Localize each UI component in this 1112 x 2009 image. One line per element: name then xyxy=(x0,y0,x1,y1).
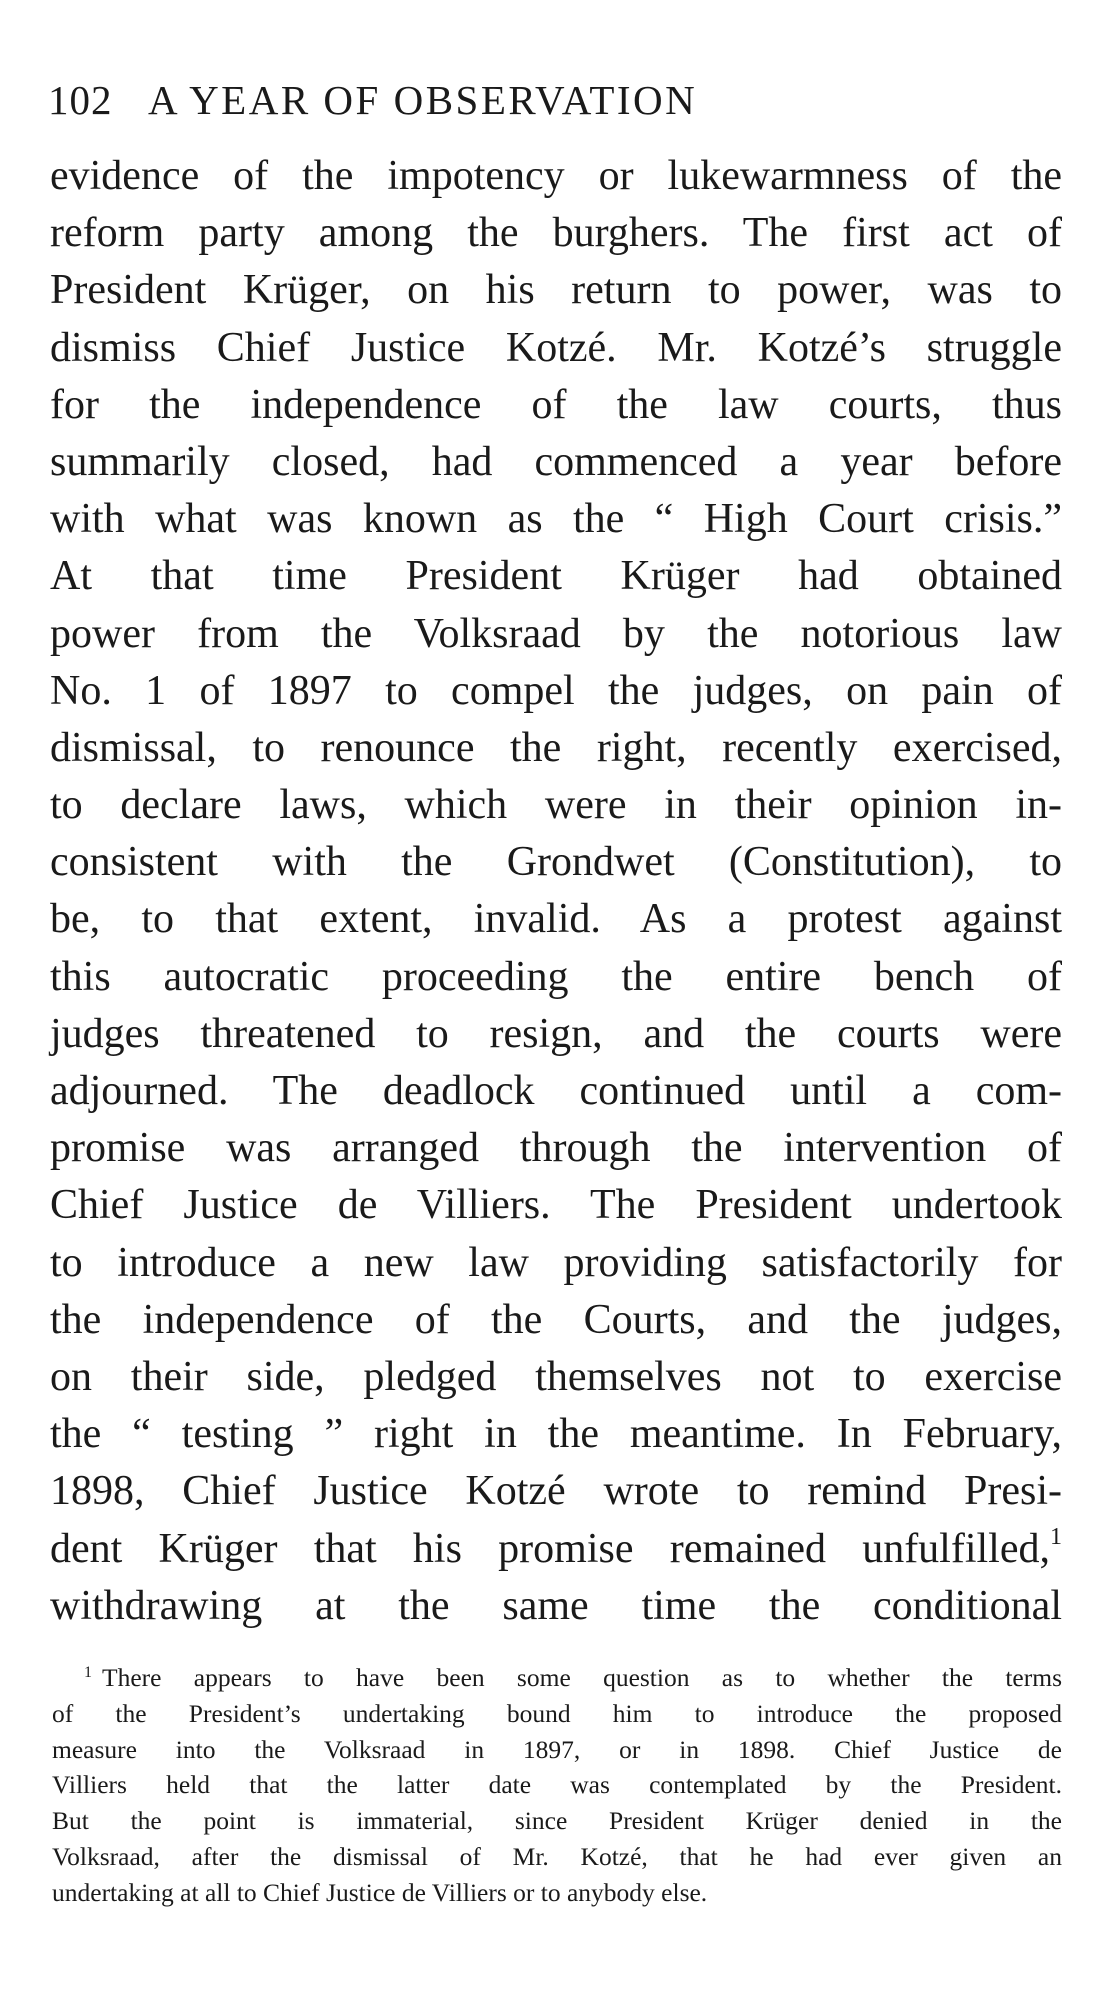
running-head xyxy=(48,76,968,132)
body-line: evidence of the impotency or lukewarmness of the xyxy=(50,153,1062,199)
body-line: be, to that extent, invalid. As a protest against xyxy=(50,896,1062,943)
body-line: dismissal, to renounce the right, recently exercised, xyxy=(50,724,1062,771)
body-line: with what was known as the “ High Court crisis.” xyxy=(50,496,1062,543)
body-text xyxy=(50,148,1062,1635)
footnote-line: of the President’s undertaking bound him to introduce the proposed xyxy=(52,1698,1062,1728)
body-line-text: dent Krüger that his promise remained unfulfilled, xyxy=(50,1525,1050,1572)
footnote-line-text: There appears to have been some question as to whether the terms xyxy=(102,1663,1062,1692)
footnote-line-first xyxy=(52,1660,1062,1696)
body-line: to declare laws, which were in their opinion in- xyxy=(50,782,1062,829)
body-line: judges threatened to resign, and the courts were xyxy=(50,1010,1062,1057)
footnote-marker: 1 xyxy=(84,1664,92,1681)
body-line: At that time President Krüger had obtained xyxy=(50,553,1062,600)
body-line: withdrawing at the same time the conditional xyxy=(50,1582,1062,1629)
body-line: promise was arranged through the intervention of xyxy=(50,1125,1062,1172)
body-line: the “ testing ” right in the meantime. In February, xyxy=(50,1411,1062,1458)
footnote-line: undertaking at all to Chief Justice de Villiers or to anybody else. xyxy=(52,1877,708,1907)
body-line: this autocratic proceeding the entire bench of xyxy=(50,953,1062,1000)
page-number: 102 xyxy=(48,77,113,123)
body-line: the independence of the Courts, and the judges, xyxy=(50,1296,1062,1343)
body-line: 1898, Chief Justice Kotzé wrote to remind Presi- xyxy=(50,1468,1062,1515)
body-line: No. 1 of 1897 to compel the judges, on pain of xyxy=(50,667,1062,714)
body-line: consistent with the Grondwet (Constitution), to xyxy=(50,839,1062,886)
body-line: for the independence of the law courts, thus xyxy=(50,381,1062,428)
footnote-line: Volksraad, after the dismissal of Mr. Kotzé, that he had ever given an xyxy=(52,1841,1062,1871)
body-line: to introduce a new law providing satisfactorily for xyxy=(50,1239,1062,1286)
footnote-line: measure into the Volksraad in 1897, or in 1898. Chief Justice de xyxy=(52,1734,1062,1764)
footnote-reference: 1 xyxy=(1050,1523,1062,1550)
body-line: power from the Volksraad by the notorious law xyxy=(50,610,1062,657)
body-line: summarily closed, had commenced a year before xyxy=(50,438,1062,485)
footnote xyxy=(52,1660,1062,1911)
body-line: Chief Justice de Villiers. The President undertook xyxy=(50,1182,1062,1229)
footnote-line: Villiers held that the latter date was contemplated by the President. xyxy=(52,1770,1062,1800)
body-line: dismiss Chief Justice Kotzé. Mr. Kotzé’s struggle xyxy=(50,324,1062,371)
body-line-with-footnote-ref xyxy=(50,1521,1062,1578)
body-line: adjourned. The deadlock continued until a com- xyxy=(50,1068,1062,1114)
body-line: reform party among the burghers. The first act of xyxy=(50,210,1062,257)
body-line: on their side, pledged themselves not to exercise xyxy=(50,1353,1062,1400)
footnote-line: But the point is immaterial, since President Krüger denied in the xyxy=(52,1806,1062,1836)
body-line: President Krüger, on his return to power, was to xyxy=(50,267,1062,314)
running-title: A YEAR OF OBSERVATION xyxy=(148,77,698,123)
